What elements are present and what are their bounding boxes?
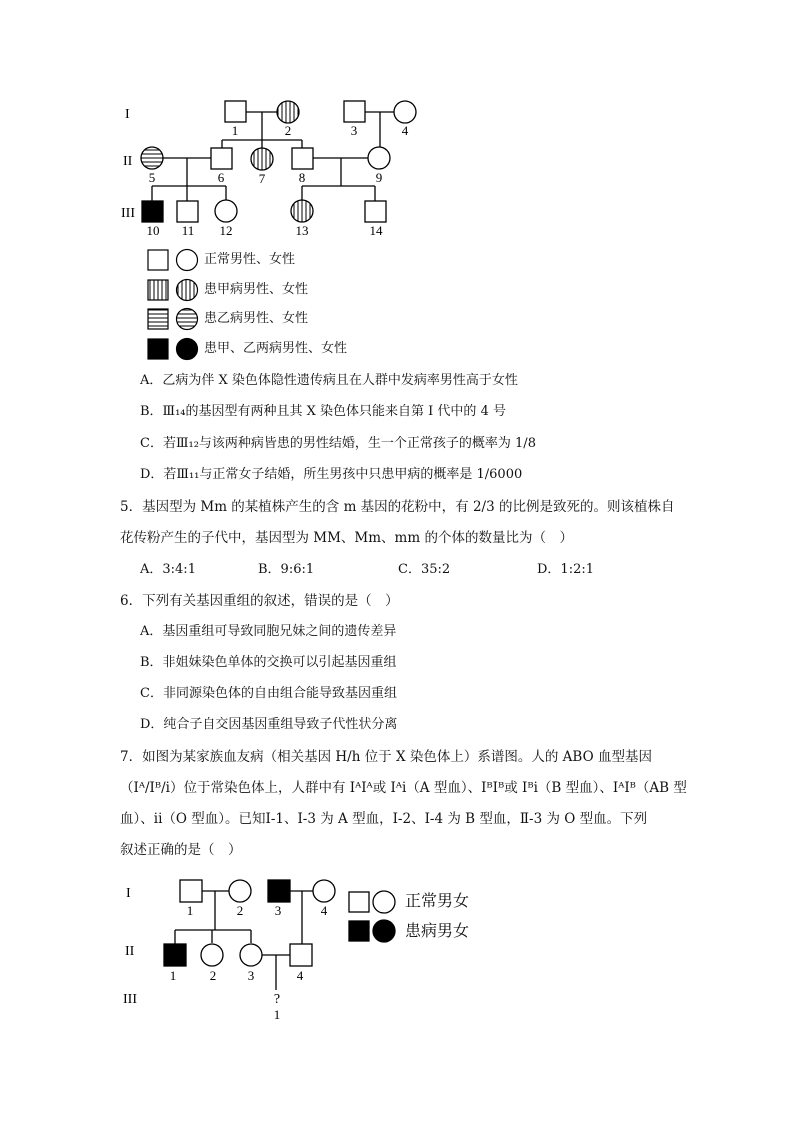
individual-II6-male-normal <box>211 148 232 169</box>
individual-number: 8 <box>298 170 306 185</box>
individual-number: 3 <box>274 903 282 918</box>
individual-I1-male-normal <box>225 101 246 122</box>
legend-disease-b-female-symbol <box>177 309 198 330</box>
legend-normal-female-symbol <box>177 250 198 271</box>
q7-stem-line-3: 血）、ii（O 型血）。已知Ⅰ-1、Ⅰ-3 为 A 型血，Ⅰ-2、Ⅰ-4 为 B 型血，Ⅱ-3 为 O 型血。下列 <box>120 811 648 827</box>
legend-label-disease-a: 患甲病男性、女性 <box>204 282 309 297</box>
legend-label-both: 患甲、乙两病男性、女性 <box>204 341 348 356</box>
individual-number: 13 <box>295 223 309 238</box>
q7-stem-line-1: 7．如图为某家族血友病（相关基因 H/h 位于 X 染色体上）系谱图。人的 ABO 血型基因 <box>120 749 652 765</box>
q4-option-b: B．Ⅲ₁₄的基因型有两种且其 X 染色体只能来自第 I 代中的 4 号 <box>140 404 506 419</box>
generation-label-III: III <box>123 992 137 1007</box>
individual-number: 2 <box>236 903 244 918</box>
q4-option-c: C．若Ⅲ₁₂与该两种病皆患的男性结婚，生一个正常孩子的概率为 1/8 <box>140 436 536 451</box>
individual-number: 4 <box>401 123 409 138</box>
individual-I3-male-normal <box>344 101 365 122</box>
individual-number: 6 <box>217 170 225 185</box>
legend-disease-b-male-symbol <box>148 309 168 329</box>
individual-number: 2 <box>209 968 217 983</box>
generation-label-II: II <box>125 944 135 959</box>
legend-disease-a-female-symbol <box>177 280 198 301</box>
generation-label-III: III <box>121 206 135 221</box>
individual-III13-female-disease-a <box>291 200 313 222</box>
individual-number: 1 <box>273 1007 281 1022</box>
individual-number: 9 <box>375 170 383 185</box>
individual-I2-female-disease-a <box>277 101 299 123</box>
q5-option-d: D．1:2:1 <box>537 562 594 577</box>
generation-label-I: I <box>126 886 131 901</box>
legend-affected-male-symbol <box>349 921 369 941</box>
legend-both-male-symbol <box>148 339 168 359</box>
generation-label-II: II <box>123 154 133 169</box>
individual-I3-male-affected <box>268 880 290 902</box>
legend-label-normal: 正常男性、女性 <box>204 252 296 267</box>
individual-number: 3 <box>350 123 358 138</box>
pedigree-chart-1 <box>0 0 794 370</box>
individual-I4-female-normal <box>313 880 335 902</box>
legend-normal-male-symbol <box>148 250 168 270</box>
legend-disease-a-male-symbol <box>148 280 168 300</box>
pedigree-chart-2 <box>0 860 794 1040</box>
individual-III12-female-normal <box>215 200 237 222</box>
individual-III14-male-normal <box>365 201 386 222</box>
legend-both-female-symbol <box>177 339 198 360</box>
q5-stem-line-2: 花传粉产生的子代中，基因型为 MM、Mm、mm 的个体的数量比为（ ） <box>120 530 573 546</box>
individual-number: 4 <box>296 968 304 983</box>
q7-stem-line-4: 叙述正确的是（ ） <box>120 842 242 858</box>
q5-stem-line-1: 5．基因型为 Mm 的某植株产生的含 m 基因的花粉中，有 2/3 的比例是致死的。则该植株自 <box>120 499 675 515</box>
individual-II8-male-normal <box>292 148 313 169</box>
q4-option-a: A．乙病为伴 X 染色体隐性遗传病且在人群中发病率男性高于女性 <box>140 373 518 388</box>
legend-affected-female-symbol <box>373 920 395 942</box>
individual-number: 1 <box>169 968 177 983</box>
q5-option-a: A．3:4:1 <box>140 562 196 577</box>
individual-number: 10 <box>146 223 160 238</box>
individual-II2-female-normal <box>201 944 223 966</box>
individual-III11-male-normal <box>177 201 198 222</box>
legend-label-normal: 正常男女 <box>405 891 470 910</box>
individual-number: 1 <box>231 123 239 138</box>
individual-number: 14 <box>369 223 383 238</box>
individual-number: 2 <box>284 123 292 138</box>
unknown-offspring-mark: ? <box>273 992 281 1007</box>
q5-option-c: C．35:2 <box>398 562 451 577</box>
q5-option-b: B．9:6:1 <box>258 562 315 577</box>
q4-option-d: D．若Ⅲ₁₁与正常女子结婚，所生男孩中只患甲病的概率是 1/6000 <box>140 467 523 482</box>
individual-II7-female-disease-a <box>251 148 273 170</box>
individual-I1-male-normal <box>180 880 202 902</box>
individual-I4-female-normal <box>394 101 416 123</box>
individual-number: 7 <box>258 171 266 186</box>
individual-I2-female-normal <box>229 880 251 902</box>
individual-III10-male-both-diseases <box>142 201 163 222</box>
individual-number: 1 <box>186 903 194 918</box>
generation-label-I: I <box>125 107 130 122</box>
q6-option-b: B．非姐妹染色单体的交换可以引起基因重组 <box>140 655 397 670</box>
individual-II9-female-normal <box>368 147 390 169</box>
individual-number: 5 <box>148 170 156 185</box>
legend-label-affected: 患病男女 <box>405 921 470 940</box>
individual-II5-female-disease-b <box>141 147 163 169</box>
legend-label-disease-b: 患乙病男性、女性 <box>204 311 309 326</box>
individual-II3-female-normal <box>240 944 262 966</box>
legend-normal-male-symbol <box>349 892 369 912</box>
legend-normal-female-symbol <box>373 891 395 913</box>
individual-II1-male-affected <box>164 944 186 966</box>
q6-stem: 6．下列有关基因重组的叙述，错误的是（ ） <box>120 593 399 609</box>
q6-option-c: C．非同源染色体的自由组合能导致基因重组 <box>140 686 397 701</box>
individual-number: 12 <box>219 223 233 238</box>
individual-number: 3 <box>247 968 255 983</box>
q6-option-d: D．纯合子自交因基因重组导致子代性状分离 <box>140 717 398 732</box>
individual-II4-male-normal <box>290 944 312 966</box>
individual-number: 11 <box>181 223 195 238</box>
q6-option-a: A．基因重组可导致同胞兄妹之间的遗传差异 <box>140 624 397 639</box>
individual-number: 4 <box>320 903 328 918</box>
q7-stem-line-2: （Iᴬ/Iᴮ/i）位于常染色体上，人群中有 IᴬIᴬ或 Iᴬi（A 型血）、IᴮIᴮ或 Iᴮi（B 型血）、IᴬIᴮ（AB 型 <box>120 780 687 796</box>
